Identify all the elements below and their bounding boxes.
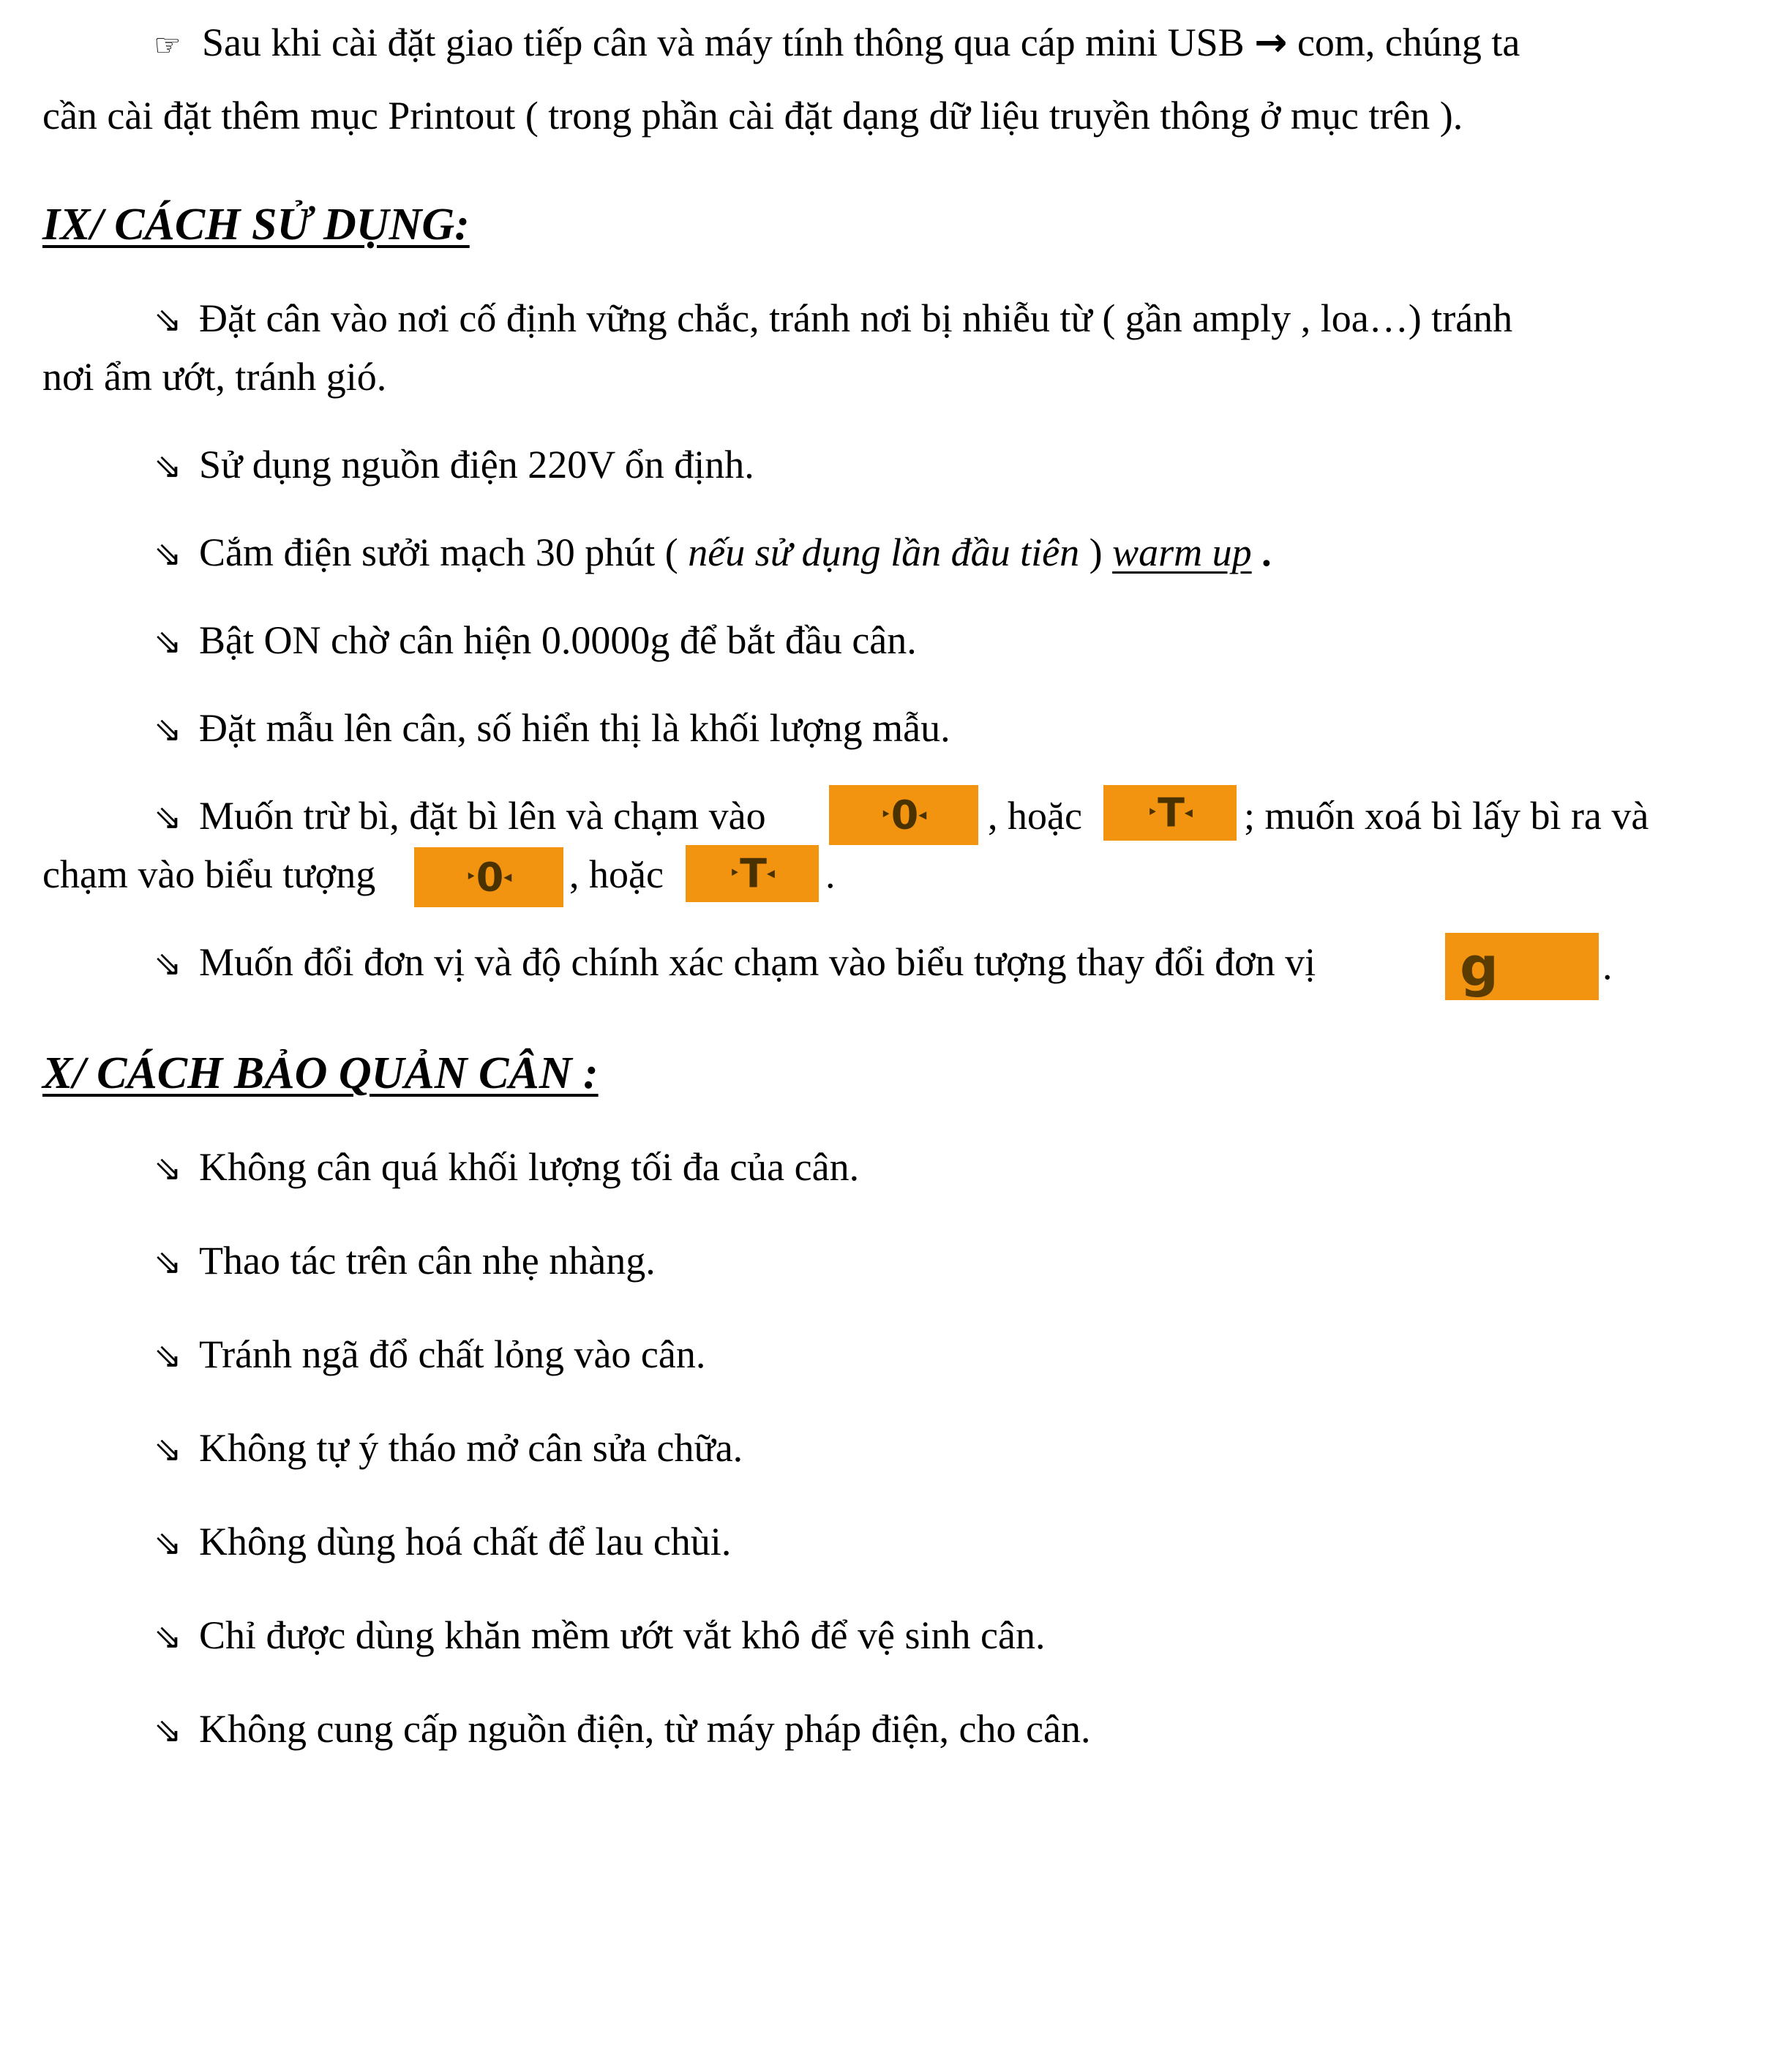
usage-item-5-text: Đặt mẫu lên cân, số hiển thị là khối lượng mẫu. xyxy=(199,706,950,750)
triangle-right-icon: ‣ xyxy=(1147,803,1158,822)
care-item-text: Không cân quá khối lượng tối đa của cân. xyxy=(199,1145,860,1189)
usage-item-7 xyxy=(154,933,1316,991)
bullet-arrow-icon: ⇘ xyxy=(154,1523,182,1563)
usage-item-4-text: Bật ON chờ cân hiện 0.0000g để bắt đầu cân. xyxy=(199,618,917,662)
triangle-left-icon: ◂ xyxy=(503,868,512,887)
bullet-arrow-icon: ⇘ xyxy=(154,622,182,661)
care-item xyxy=(154,1700,1090,1758)
zero-key-label: 0 xyxy=(476,854,504,901)
triangle-left-icon: ◂ xyxy=(918,806,927,825)
care-item xyxy=(154,1138,859,1196)
usage-item-6-line-1 xyxy=(154,787,766,845)
usage-item-7-text-a: Muốn đổi đơn vị và độ chính xác chạm vào biểu tượng thay đổi đơn vị xyxy=(199,940,1316,984)
bullet-arrow-icon: ⇘ xyxy=(154,710,182,749)
usage-item-6-text-f: . xyxy=(825,852,836,896)
usage-item-6-text-c: ; muốn xoá bì lấy bì ra và xyxy=(1244,794,1649,838)
usage-item-5 xyxy=(154,699,950,757)
usage-item-2-text: Sử dụng nguồn điện 220V ổn định. xyxy=(199,443,754,487)
tare-key-button[interactable] xyxy=(1103,785,1237,841)
triangle-right-icon: ‣ xyxy=(730,864,740,883)
care-item-text: Không tự ý tháo mở cân sửa chữa. xyxy=(199,1426,743,1470)
care-item-text: Thao tác trên cân nhẹ nhàng. xyxy=(199,1239,656,1283)
triangle-left-icon: ◂ xyxy=(766,864,775,883)
usage-item-3 xyxy=(154,523,1272,582)
usage-item-1-line-1 xyxy=(154,289,1512,348)
usage-item-3-text-a: Cắm điện sưởi mạch 30 phút ( xyxy=(199,530,689,574)
warm-up-text: warm up xyxy=(1112,530,1252,574)
care-item-text: Không cung cấp nguồn điện, từ máy pháp điện, cho cân. xyxy=(199,1707,1091,1751)
usage-item-2 xyxy=(154,435,754,494)
usage-item-3-text-b: ) xyxy=(1079,530,1113,574)
unit-key-label: g xyxy=(1460,935,1499,999)
section-10-title: X/ CÁCH BẢO QUẢN CÂN : xyxy=(42,1048,599,1098)
usage-item-1-line-2: nơi ẩm ướt, tránh gió. xyxy=(42,355,387,399)
intro-line-2: cần cài đặt thêm mục Printout ( trong phần cài đặt dạng dữ liệu truyền thông ở mục trên ). xyxy=(42,94,1463,138)
care-item-text: Không dùng hoá chất để lau chùi. xyxy=(199,1520,732,1564)
tare-key-label: T xyxy=(740,850,767,897)
care-item-text: Tránh ngã đổ chất lỏng vào cân. xyxy=(199,1332,706,1376)
bullet-arrow-icon: ⇘ xyxy=(154,534,182,574)
care-item xyxy=(154,1419,743,1477)
care-item-text: Chỉ được dùng khăn mềm ướt vắt khô để vệ sinh cân. xyxy=(199,1613,1046,1657)
usage-item-4 xyxy=(154,611,917,669)
bullet-arrow-icon: ⇘ xyxy=(154,1242,182,1282)
usage-item-3-text-c: . xyxy=(1251,530,1272,574)
usage-item-6-text-e: , hoặc xyxy=(569,852,664,896)
bullet-arrow-icon: ⇘ xyxy=(154,944,182,983)
care-item xyxy=(154,1512,731,1571)
usage-item-6-text-d: chạm vào biểu tượng xyxy=(42,852,376,896)
section-9-title: IX/ CÁCH SỬ DỤNG: xyxy=(42,200,470,249)
bullet-arrow-icon: ⇘ xyxy=(154,1336,182,1375)
usage-item-6-text-a: Muốn trừ bì, đặt bì lên và chạm vào xyxy=(199,794,766,838)
unit-key-button[interactable] xyxy=(1445,933,1599,1000)
tare-key-button-2[interactable] xyxy=(686,845,819,902)
care-item xyxy=(154,1325,705,1384)
care-item xyxy=(154,1606,1045,1664)
intro-line-1 xyxy=(154,13,1520,72)
triangle-right-icon: ‣ xyxy=(880,806,891,825)
intro-text-b: com, chúng ta xyxy=(1297,20,1520,64)
usage-item-1-text-a: Đặt cân vào nơi cố định vững chắc, tránh nơi bị nhiễu từ ( gần amply , loa…) tránh xyxy=(199,296,1513,340)
zero-key-button-2[interactable] xyxy=(414,847,563,907)
triangle-right-icon: ‣ xyxy=(465,868,476,887)
usage-item-6-text-b: , hoặc xyxy=(988,794,1082,838)
zero-key-button[interactable] xyxy=(829,785,978,845)
bullet-arrow-icon: ⇘ xyxy=(154,1149,182,1188)
care-item xyxy=(154,1231,656,1290)
bullet-arrow-icon: ⇘ xyxy=(154,1430,182,1469)
right-arrow-icon: → xyxy=(1254,19,1288,65)
tare-key-label: T xyxy=(1158,789,1185,836)
bullet-arrow-icon: ⇘ xyxy=(154,1617,182,1656)
usage-item-3-italic: nếu sử dụng lần đầu tiên xyxy=(688,530,1080,574)
bullet-arrow-icon: ⇘ xyxy=(154,797,182,837)
usage-item-7-text-b: . xyxy=(1602,944,1613,988)
pointing-hand-icon: ☞ xyxy=(154,27,181,63)
zero-key-label: 0 xyxy=(890,792,919,838)
intro-text-a: Sau khi cài đặt giao tiếp cân và máy tính thông qua cáp mini USB xyxy=(202,20,1245,64)
triangle-left-icon: ◂ xyxy=(1184,803,1193,822)
bullet-arrow-icon: ⇘ xyxy=(154,446,182,486)
bullet-arrow-icon: ⇘ xyxy=(154,300,182,339)
bullet-arrow-icon: ⇘ xyxy=(154,1711,182,1750)
